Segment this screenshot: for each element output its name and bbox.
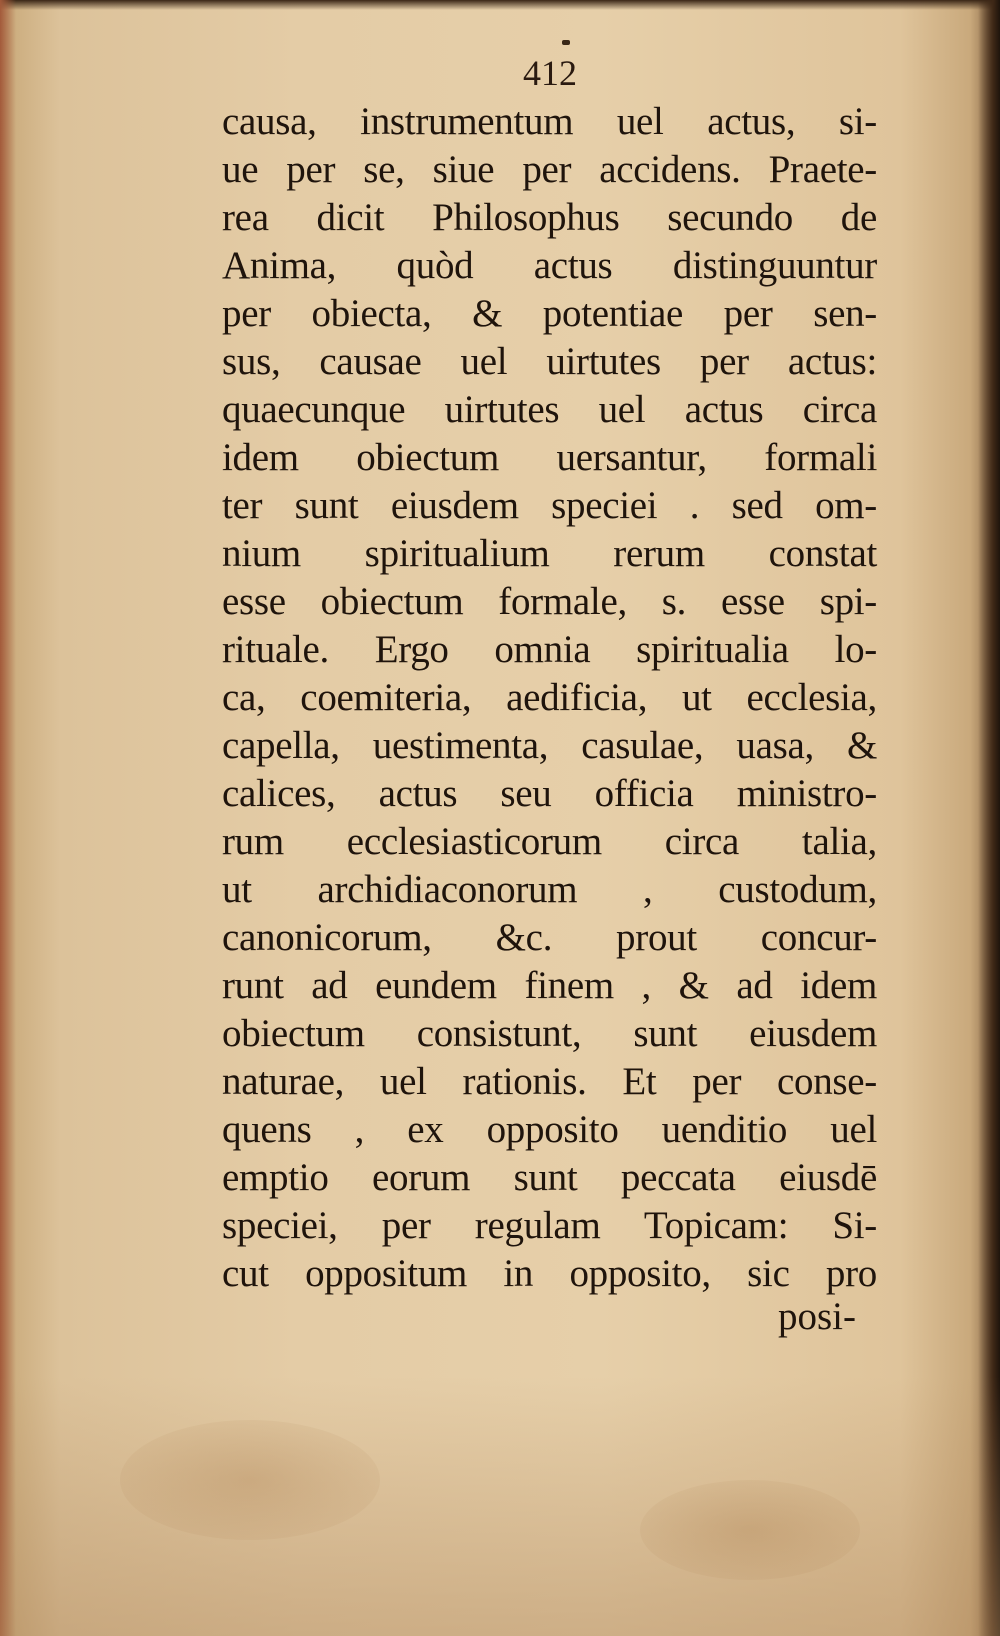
text-line: runt ad eundem finem , & ad idem bbox=[222, 964, 877, 1007]
text-line: capella, uestimenta, casulae, uasa, & bbox=[222, 724, 877, 767]
page-number: 412 bbox=[523, 53, 577, 93]
catchword: posi- bbox=[778, 1295, 856, 1338]
text-line: ca, coemiteria, aedificia, ut ecclesia, bbox=[222, 676, 877, 719]
text-line: canonicorum, &c. prout concur- bbox=[222, 916, 877, 959]
text-line: calices, actus seu officia ministro- bbox=[222, 772, 877, 815]
text-line: speciei, per regulam Topicam: Si- bbox=[222, 1204, 877, 1247]
text-line: ue per se, siue per accidens. Praete- bbox=[222, 148, 877, 191]
text-line: quens , ex opposito uenditio uel bbox=[222, 1108, 877, 1151]
text-line: causa, instrumentum uel actus, si- bbox=[222, 100, 877, 143]
text-line: naturae, uel rationis. Et per conse- bbox=[222, 1060, 877, 1103]
ink-mark bbox=[562, 40, 570, 45]
text-line: obiectum consistunt, sunt eiusdem bbox=[222, 1012, 877, 1055]
body-text bbox=[222, 98, 877, 1298]
text-line: nium spiritualium rerum constat bbox=[222, 532, 877, 575]
text-line: cut oppositum in opposito, sic pro bbox=[222, 1252, 877, 1295]
text-line: ut archidiaconorum , custodum, bbox=[222, 868, 877, 911]
page-top-shadow bbox=[0, 0, 1000, 10]
paper-stain bbox=[120, 1420, 380, 1540]
text-line: quaecunque uirtutes uel actus circa bbox=[222, 388, 877, 431]
text-line: rum ecclesiasticorum circa talia, bbox=[222, 820, 877, 863]
text-line: Anima, quòd actus distinguuntur bbox=[222, 244, 877, 287]
text-line: rituale. Ergo omnia spiritualia lo- bbox=[222, 628, 877, 671]
text-line: per obiecta, & potentiae per sen- bbox=[222, 292, 877, 335]
paper-stain bbox=[640, 1480, 860, 1580]
text-line: esse obiectum formale, s. esse spi- bbox=[222, 580, 877, 623]
text-line: rea dicit Philosophus secundo de bbox=[222, 196, 877, 239]
text-line: sus, causae uel uirtutes per actus: bbox=[222, 340, 877, 383]
text-line: ter sunt eiusdem speciei . sed om- bbox=[222, 484, 877, 527]
text-line: idem obiectum uersantur, formali bbox=[222, 436, 877, 479]
text-line: emptio eorum sunt peccata eiusdē bbox=[222, 1156, 877, 1199]
